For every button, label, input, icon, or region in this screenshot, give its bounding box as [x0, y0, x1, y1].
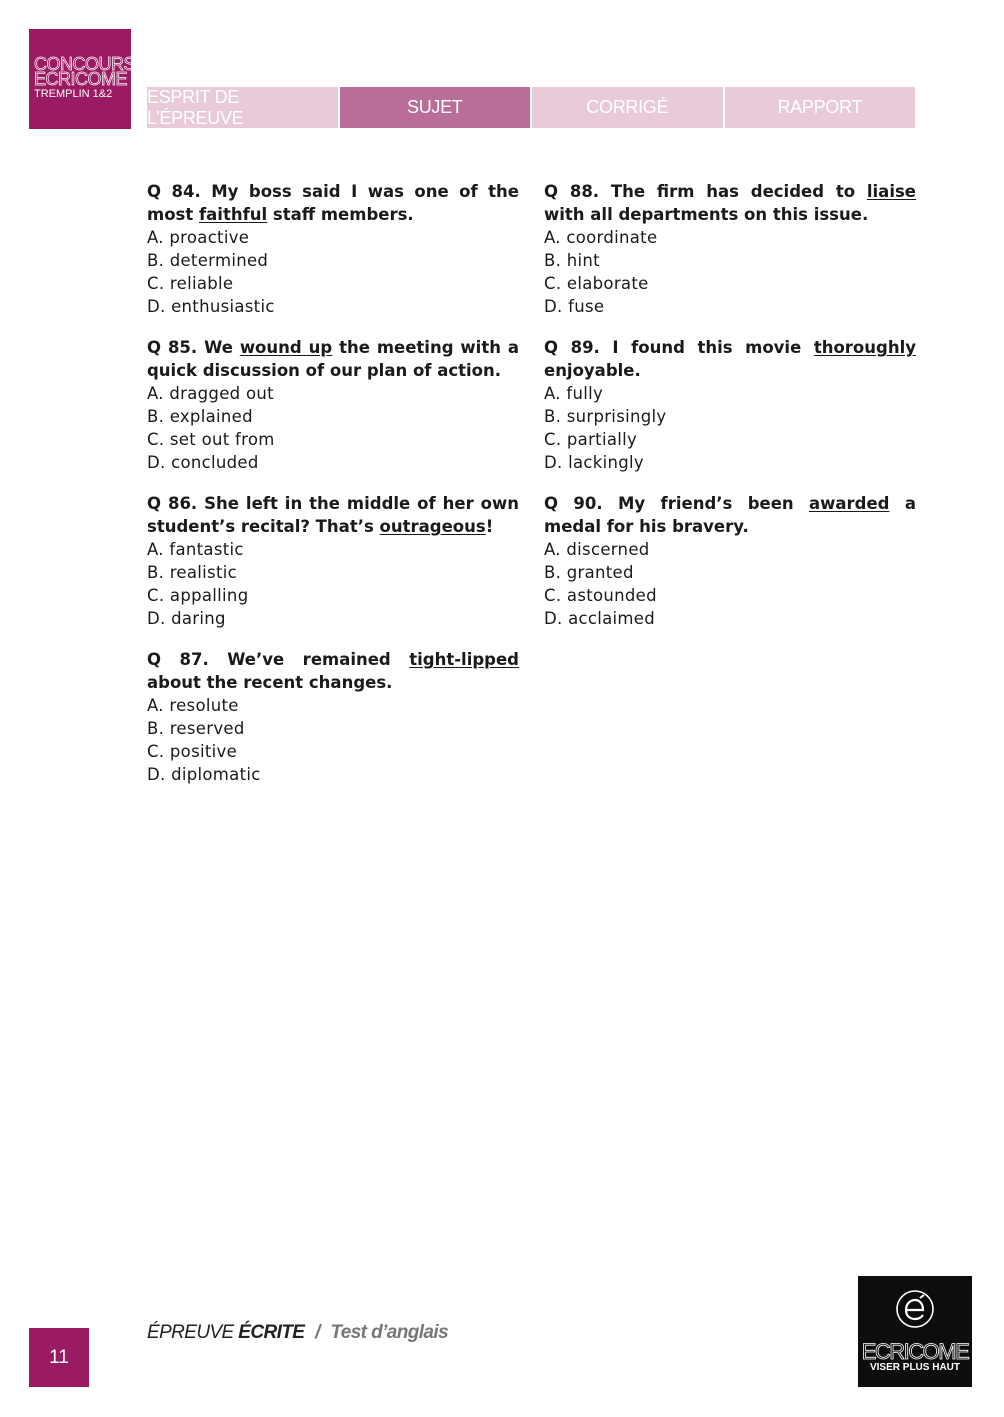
question-prompt: Q 85. We [147, 338, 240, 357]
question-prompt: Q 87. We’ve remained [147, 650, 410, 669]
answer-option: B. reserved [147, 719, 245, 738]
answer-option: D. concluded [147, 453, 259, 472]
question-prompt-end: ! [485, 517, 494, 536]
brand-name: ECRICOME [861, 1339, 969, 1364]
tab-sujet[interactable]: SUJET [340, 87, 531, 128]
question-keyword: outrageous [379, 517, 486, 536]
question-block [147, 648, 519, 786]
question-keyword: wound up [239, 338, 333, 357]
question-block [147, 180, 519, 318]
answer-option: A. resolute [147, 696, 239, 715]
answer-option: C. partially [544, 430, 638, 449]
answer-option: A. discerned [544, 540, 650, 559]
answer-option: B. realistic [147, 563, 237, 582]
answer-option: A. fantastic [147, 540, 244, 559]
question-prompt-end: with all departments on this issue. [544, 205, 869, 224]
question-text [147, 648, 519, 694]
question-prompt-end: a medal for his bravery. [544, 494, 916, 536]
concours-logo [29, 29, 136, 129]
questions-column-left [147, 180, 519, 804]
answer-option: B. hint [544, 251, 600, 270]
question-prompt-end: enjoyable. [544, 361, 641, 380]
answer-option: D. diplomatic [147, 765, 261, 784]
answer-option: D. daring [147, 609, 226, 628]
section-tabs [147, 87, 915, 128]
question-block [544, 492, 916, 630]
questions-column-right [544, 180, 916, 648]
answer-option: A. coordinate [544, 228, 658, 247]
question-keyword: faithful [198, 205, 268, 224]
question-prompt-end: staff members. [267, 205, 414, 224]
footer-title [147, 1322, 448, 1344]
answer-option: B. surprisingly [544, 407, 667, 426]
footer-separator: / [315, 1322, 320, 1343]
question-prompt-end: about the recent changes. [147, 673, 393, 692]
answer-option: B. explained [147, 407, 253, 426]
answer-option: A. proactive [147, 228, 250, 247]
footer-ecrite: ÉCRITE [238, 1322, 305, 1343]
question-prompt: Q 84. My boss said I was one of the most [147, 182, 519, 224]
question-text [147, 336, 519, 382]
logo-line-ecricome: ECRICOME [34, 69, 128, 89]
answer-option: C. appalling [147, 586, 249, 605]
tab-rapport[interactable]: RAPPORT [725, 87, 916, 128]
logo-line-concours: CONCOURS [34, 54, 136, 74]
answer-option: D. fuse [544, 297, 605, 316]
footer-subject: Test d’anglais [330, 1322, 449, 1343]
ecricome-brand-logo [858, 1276, 972, 1387]
answer-option: D. enthusiastic [147, 297, 275, 316]
question-prompt-end: the meeting with a quick discussion of our plan of action. [147, 338, 519, 380]
question-keyword: thoroughly [813, 338, 916, 357]
question-block [147, 492, 519, 630]
question-block [544, 336, 916, 474]
question-keyword: liaise [866, 182, 916, 201]
question-block [544, 180, 916, 318]
question-text [544, 492, 916, 538]
question-prompt: Q 89. I found this movie [544, 338, 814, 357]
answer-option: A. fully [544, 384, 604, 403]
question-text [147, 492, 519, 538]
footer-epreuve: ÉPREUVE [147, 1322, 234, 1343]
tab-esprit-epreuve[interactable]: ESPRIT DE L’ÉPREUVE [147, 87, 338, 128]
answer-option: C. elaborate [544, 274, 649, 293]
question-prompt: Q 86. She left in the middle of her own student’s recital? That’s [147, 494, 519, 536]
ecricome-e-icon [894, 1288, 936, 1330]
answer-option: C. reliable [147, 274, 234, 293]
question-prompt: Q 90. My friend’s been [544, 494, 810, 513]
page-number: 11 [29, 1328, 89, 1387]
answer-option: A. dragged out [147, 384, 274, 403]
question-text [147, 180, 519, 226]
question-prompt: Q 88. The firm has decided to [544, 182, 867, 201]
answer-option: B. determined [147, 251, 269, 270]
question-text [544, 180, 916, 226]
brand-tagline: VISER PLUS HAUT [869, 1362, 960, 1373]
answer-option: C. astounded [544, 586, 657, 605]
question-text [544, 336, 916, 382]
question-keyword: tight-lipped [409, 650, 519, 669]
logo-line-tremplin: TREMPLIN 1&2 [34, 88, 113, 100]
answer-option: D. acclaimed [544, 609, 656, 628]
answer-option: C. positive [147, 742, 238, 761]
question-keyword: awarded [809, 494, 890, 513]
answer-option: D. lackingly [544, 453, 644, 472]
question-block [147, 336, 519, 474]
answer-option: C. set out from [147, 430, 275, 449]
tab-corrige[interactable]: CORRIGÉ [532, 87, 723, 128]
answer-option: B. granted [544, 563, 634, 582]
